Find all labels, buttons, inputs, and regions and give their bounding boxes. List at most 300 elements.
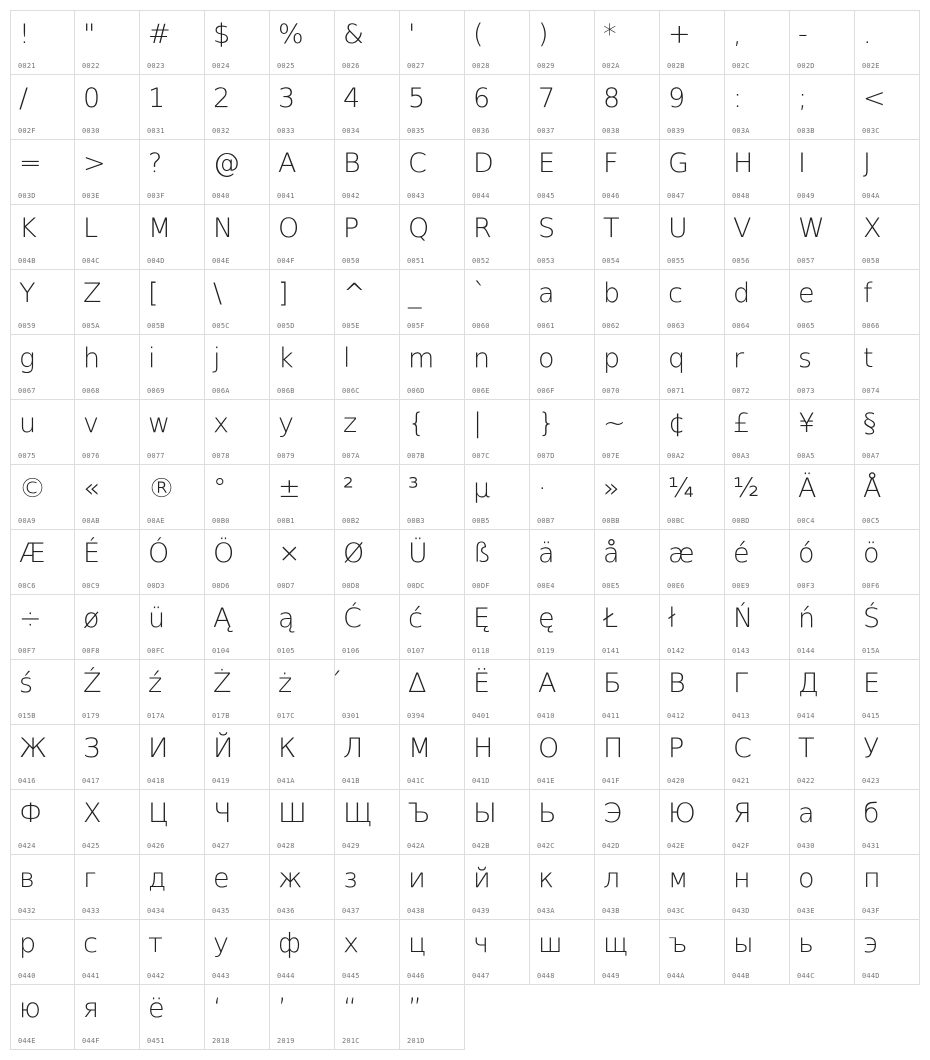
glyph-cell bbox=[140, 790, 205, 855]
glyph-codepoint: 0301 bbox=[342, 712, 360, 720]
glyph-char: х bbox=[343, 928, 359, 959]
glyph-cell bbox=[595, 855, 660, 920]
glyph-cell bbox=[140, 270, 205, 335]
glyph-char: “ bbox=[343, 993, 357, 1024]
glyph-cell bbox=[75, 985, 140, 1050]
glyph-codepoint: 003F bbox=[147, 192, 165, 200]
glyph-codepoint: 0057 bbox=[797, 257, 815, 265]
glyph-codepoint: 00DF bbox=[472, 582, 490, 590]
glyph-char: 8 bbox=[603, 83, 621, 114]
glyph-cell bbox=[465, 400, 530, 465]
glyph-cell bbox=[660, 595, 725, 660]
glyph-char: ¥ bbox=[798, 408, 816, 439]
glyph-codepoint: 0420 bbox=[667, 777, 685, 785]
glyph-codepoint: 0040 bbox=[212, 192, 230, 200]
glyph-char: Е bbox=[863, 668, 881, 699]
glyph-cell bbox=[75, 465, 140, 530]
glyph-char: 3 bbox=[278, 83, 296, 114]
glyph-char: C bbox=[408, 148, 427, 179]
glyph-cell bbox=[725, 75, 790, 140]
glyph-char: > bbox=[83, 148, 106, 179]
glyph-char: ± bbox=[278, 473, 301, 504]
glyph-char: A bbox=[278, 148, 297, 179]
glyph-codepoint: 005A bbox=[82, 322, 100, 330]
glyph-cell bbox=[530, 75, 595, 140]
glyph-codepoint: 00E4 bbox=[537, 582, 555, 590]
glyph-cell bbox=[660, 790, 725, 855]
glyph-codepoint: 0056 bbox=[732, 257, 750, 265]
glyph-char: @ bbox=[213, 148, 240, 179]
glyph-cell bbox=[465, 205, 530, 270]
glyph-cell bbox=[790, 140, 855, 205]
glyph-char: ö bbox=[863, 538, 880, 569]
glyph-codepoint: 004A bbox=[862, 192, 880, 200]
glyph-cell bbox=[725, 205, 790, 270]
glyph-codepoint: 201C bbox=[342, 1037, 360, 1045]
glyph-char: ъ bbox=[668, 928, 688, 959]
glyph-cell bbox=[205, 465, 270, 530]
glyph-cell bbox=[400, 855, 465, 920]
glyph-char: * bbox=[603, 19, 617, 50]
glyph-char: ё bbox=[148, 993, 165, 1024]
glyph-char: b bbox=[603, 278, 621, 309]
glyph-codepoint: 0444 bbox=[277, 972, 295, 980]
glyph-codepoint: 00A5 bbox=[797, 452, 815, 460]
glyph-codepoint: 004D bbox=[147, 257, 165, 265]
glyph-cell bbox=[530, 335, 595, 400]
glyph-char: ( bbox=[473, 19, 484, 50]
glyph-codepoint: 00B0 bbox=[212, 517, 230, 525]
glyph-codepoint: 0041 bbox=[277, 192, 295, 200]
glyph-char: < bbox=[863, 83, 886, 114]
glyph-codepoint: 2018 bbox=[212, 1037, 230, 1045]
glyph-codepoint: 00B2 bbox=[342, 517, 360, 525]
glyph-cell bbox=[400, 465, 465, 530]
glyph-codepoint: 0078 bbox=[212, 452, 230, 460]
glyph-codepoint: 0070 bbox=[602, 387, 620, 395]
glyph-cell bbox=[595, 530, 660, 595]
glyph-char: F bbox=[603, 148, 619, 179]
glyph-char: т bbox=[148, 928, 163, 959]
glyph-char: М bbox=[408, 733, 432, 764]
glyph-codepoint: 0144 bbox=[797, 647, 815, 655]
glyph-codepoint: 0411 bbox=[602, 712, 620, 720]
glyph-codepoint: 0060 bbox=[472, 322, 490, 330]
glyph-codepoint: 0035 bbox=[407, 127, 425, 135]
glyph-char: - bbox=[798, 19, 808, 50]
glyph-codepoint: 0039 bbox=[667, 127, 685, 135]
glyph-codepoint: 0413 bbox=[732, 712, 750, 720]
glyph-cell bbox=[10, 465, 75, 530]
glyph-codepoint: 043C bbox=[667, 907, 685, 915]
glyph-cell bbox=[725, 140, 790, 205]
glyph-cell bbox=[75, 855, 140, 920]
glyph-codepoint: 0105 bbox=[277, 647, 295, 655]
glyph-char: é bbox=[733, 538, 750, 569]
glyph-codepoint: 0424 bbox=[18, 842, 36, 850]
glyph-codepoint: 003B bbox=[797, 127, 815, 135]
glyph-char: Ę bbox=[473, 603, 491, 634]
glyph-codepoint: 044F bbox=[82, 1037, 100, 1045]
glyph-char: 2 bbox=[213, 83, 231, 114]
glyph-cell bbox=[205, 920, 270, 985]
glyph-cell bbox=[465, 855, 530, 920]
glyph-char: ³ bbox=[408, 473, 419, 504]
glyph-cell bbox=[465, 335, 530, 400]
glyph-char: d bbox=[733, 278, 751, 309]
glyph-cell bbox=[400, 205, 465, 270]
glyph-cell bbox=[400, 660, 465, 725]
glyph-cell bbox=[400, 595, 465, 660]
glyph-codepoint: 00A9 bbox=[18, 517, 36, 525]
glyph-codepoint: 0443 bbox=[212, 972, 230, 980]
glyph-char: Л bbox=[343, 733, 364, 764]
glyph-char: å bbox=[603, 538, 620, 569]
glyph-char: ж bbox=[278, 863, 303, 894]
glyph-codepoint: 004C bbox=[82, 257, 100, 265]
glyph-codepoint: 007A bbox=[342, 452, 360, 460]
glyph-codepoint: 0034 bbox=[342, 127, 360, 135]
glyph-cell bbox=[660, 75, 725, 140]
glyph-char: Z bbox=[83, 278, 102, 309]
glyph-cell bbox=[855, 530, 920, 595]
glyph-codepoint: 044D bbox=[862, 972, 880, 980]
glyph-cell bbox=[790, 660, 855, 725]
glyph-char: Δ bbox=[408, 668, 427, 699]
glyph-cell bbox=[530, 10, 595, 75]
glyph-char: Т bbox=[798, 733, 815, 764]
glyph-char: Ё bbox=[473, 668, 491, 699]
glyph-cell bbox=[855, 335, 920, 400]
glyph-codepoint: 0044 bbox=[472, 192, 490, 200]
glyph-char: Ö bbox=[213, 538, 235, 569]
glyph-cell bbox=[725, 725, 790, 790]
glyph-char: q bbox=[668, 343, 686, 374]
glyph-codepoint: 0141 bbox=[602, 647, 620, 655]
glyph-cell bbox=[140, 725, 205, 790]
glyph-codepoint: 043A bbox=[537, 907, 555, 915]
glyph-cell bbox=[10, 335, 75, 400]
glyph-codepoint: 0029 bbox=[537, 62, 555, 70]
glyph-char: $ bbox=[213, 19, 231, 50]
glyph-cell bbox=[530, 205, 595, 270]
glyph-char: Г bbox=[733, 668, 749, 699]
glyph-char: \ bbox=[213, 278, 223, 309]
glyph-codepoint: 0053 bbox=[537, 257, 555, 265]
glyph-codepoint: 0437 bbox=[342, 907, 360, 915]
glyph-char: Ъ bbox=[408, 798, 431, 829]
glyph-codepoint: 0447 bbox=[472, 972, 490, 980]
glyph-char: ś bbox=[19, 668, 34, 699]
glyph-char: Ø bbox=[343, 538, 365, 569]
glyph-cell bbox=[725, 270, 790, 335]
glyph-codepoint: 043B bbox=[602, 907, 620, 915]
glyph-codepoint: 0441 bbox=[82, 972, 100, 980]
glyph-cell bbox=[725, 530, 790, 595]
glyph-char: | bbox=[473, 408, 483, 439]
glyph-codepoint: 00C5 bbox=[862, 517, 880, 525]
glyph-cell bbox=[140, 660, 205, 725]
glyph-cell bbox=[400, 270, 465, 335]
glyph-codepoint: 0047 bbox=[667, 192, 685, 200]
glyph-cell bbox=[855, 790, 920, 855]
glyph-char: О bbox=[538, 733, 560, 764]
glyph-cell bbox=[790, 920, 855, 985]
glyph-char: е bbox=[213, 863, 230, 894]
glyph-cell bbox=[660, 660, 725, 725]
glyph-cell bbox=[75, 530, 140, 595]
glyph-cell bbox=[10, 75, 75, 140]
glyph-char: D bbox=[473, 148, 494, 179]
glyph-cell bbox=[10, 790, 75, 855]
glyph-char: к bbox=[538, 863, 555, 894]
glyph-char: н bbox=[733, 863, 751, 894]
glyph-cell bbox=[270, 595, 335, 660]
glyph-codepoint: 015A bbox=[862, 647, 880, 655]
glyph-char: × bbox=[278, 538, 301, 569]
glyph-codepoint: 041A bbox=[277, 777, 295, 785]
glyph-char: щ bbox=[603, 928, 629, 959]
glyph-char: У bbox=[863, 733, 880, 764]
glyph-cell bbox=[75, 660, 140, 725]
glyph-cell bbox=[530, 400, 595, 465]
glyph-codepoint: 00F3 bbox=[797, 582, 815, 590]
glyph-cell bbox=[205, 790, 270, 855]
glyph-char: ) bbox=[538, 19, 549, 50]
glyph-cell bbox=[790, 725, 855, 790]
glyph-char: 6 bbox=[473, 83, 491, 114]
glyph-cell bbox=[205, 985, 270, 1050]
glyph-cell bbox=[725, 335, 790, 400]
glyph-cell bbox=[530, 920, 595, 985]
glyph-codepoint: 0415 bbox=[862, 712, 880, 720]
glyph-codepoint: 0046 bbox=[602, 192, 620, 200]
glyph-char: # bbox=[148, 19, 171, 50]
glyph-codepoint: 00B7 bbox=[537, 517, 555, 525]
glyph-char: ½ bbox=[733, 473, 760, 504]
glyph-cell bbox=[790, 270, 855, 335]
glyph-codepoint: 0434 bbox=[147, 907, 165, 915]
glyph-cell bbox=[335, 790, 400, 855]
glyph-codepoint: 0042 bbox=[342, 192, 360, 200]
glyph-codepoint: 0043 bbox=[407, 192, 425, 200]
glyph-char: ^ bbox=[343, 278, 366, 309]
glyph-cell bbox=[10, 140, 75, 205]
glyph-cell bbox=[790, 75, 855, 140]
glyph-codepoint: 006C bbox=[342, 387, 360, 395]
glyph-char: Й bbox=[213, 733, 234, 764]
glyph-char: Ą bbox=[213, 603, 232, 634]
glyph-char: n bbox=[473, 343, 491, 374]
glyph-codepoint: 007E bbox=[602, 452, 620, 460]
glyph-cell bbox=[75, 920, 140, 985]
glyph-codepoint: 002E bbox=[862, 62, 880, 70]
glyph-codepoint: 0059 bbox=[18, 322, 36, 330]
glyph-char: ® bbox=[148, 473, 175, 504]
glyph-char: § bbox=[863, 408, 877, 439]
glyph-codepoint: 015B bbox=[18, 712, 36, 720]
glyph-cell bbox=[725, 595, 790, 660]
glyph-cell bbox=[400, 400, 465, 465]
glyph-codepoint: 00FC bbox=[147, 647, 165, 655]
glyph-codepoint: 0033 bbox=[277, 127, 295, 135]
glyph-char: M bbox=[148, 213, 172, 244]
glyph-cell bbox=[270, 855, 335, 920]
glyph-char: ² bbox=[343, 473, 354, 504]
glyph-char: ß bbox=[473, 538, 492, 569]
glyph-cell bbox=[595, 660, 660, 725]
glyph-codepoint: 044A bbox=[667, 972, 685, 980]
glyph-char: u bbox=[19, 408, 37, 439]
glyph-char: ź bbox=[148, 668, 163, 699]
glyph-codepoint: 0073 bbox=[797, 387, 815, 395]
glyph-char: Ż bbox=[213, 668, 232, 699]
glyph-cell bbox=[660, 920, 725, 985]
glyph-cell bbox=[270, 465, 335, 530]
glyph-cell bbox=[725, 855, 790, 920]
glyph-cell bbox=[140, 205, 205, 270]
glyph-cell bbox=[140, 855, 205, 920]
glyph-cell bbox=[465, 10, 530, 75]
glyph-char: J bbox=[863, 148, 871, 179]
glyph-char: ’ bbox=[278, 993, 287, 1024]
glyph-char: К bbox=[278, 733, 297, 764]
glyph-cell bbox=[400, 335, 465, 400]
glyph-cell bbox=[725, 920, 790, 985]
glyph-cell bbox=[660, 465, 725, 530]
glyph-cell bbox=[530, 530, 595, 595]
glyph-codepoint: 0061 bbox=[537, 322, 555, 330]
glyph-codepoint: 00BD bbox=[732, 517, 750, 525]
glyph-codepoint: 0421 bbox=[732, 777, 750, 785]
glyph-codepoint: 0449 bbox=[602, 972, 620, 980]
glyph-cell bbox=[465, 660, 530, 725]
glyph-codepoint: 002C bbox=[732, 62, 750, 70]
glyph-char: B bbox=[343, 148, 361, 179]
glyph-cell bbox=[140, 530, 205, 595]
glyph-cell bbox=[400, 790, 465, 855]
glyph-cell bbox=[855, 725, 920, 790]
glyph-char: T bbox=[603, 213, 620, 244]
glyph-codepoint: 006E bbox=[472, 387, 490, 395]
glyph-cell bbox=[595, 790, 660, 855]
glyph-cell bbox=[595, 400, 660, 465]
glyph-cell bbox=[595, 270, 660, 335]
glyph-cell bbox=[10, 660, 75, 725]
glyph-char: ń bbox=[798, 603, 816, 634]
glyph-codepoint: 017B bbox=[212, 712, 230, 720]
glyph-char: " bbox=[83, 19, 96, 50]
glyph-char: x bbox=[213, 408, 229, 439]
glyph-char: N bbox=[213, 213, 234, 244]
glyph-cell bbox=[10, 530, 75, 595]
glyph-codepoint: 0440 bbox=[18, 972, 36, 980]
glyph-cell bbox=[790, 855, 855, 920]
glyph-codepoint: 0069 bbox=[147, 387, 165, 395]
glyph-codepoint: 0052 bbox=[472, 257, 490, 265]
glyph-cell bbox=[595, 205, 660, 270]
glyph-char: ш bbox=[538, 928, 563, 959]
glyph-cell bbox=[855, 595, 920, 660]
glyph-cell bbox=[270, 140, 335, 205]
glyph-codepoint: 00BC bbox=[667, 517, 685, 525]
glyph-char: ę bbox=[538, 603, 555, 634]
glyph-cell bbox=[140, 595, 205, 660]
glyph-char: з bbox=[343, 863, 358, 894]
glyph-codepoint: 002F bbox=[18, 127, 36, 135]
glyph-char: G bbox=[668, 148, 689, 179]
glyph-cell bbox=[400, 10, 465, 75]
glyph-codepoint: 042C bbox=[537, 842, 555, 850]
glyph-codepoint: 0024 bbox=[212, 62, 230, 70]
glyph-cell bbox=[465, 75, 530, 140]
glyph-codepoint: 0049 bbox=[797, 192, 815, 200]
glyph-char: : bbox=[733, 83, 743, 114]
glyph-codepoint: 042D bbox=[602, 842, 620, 850]
glyph-cell bbox=[10, 725, 75, 790]
glyph-char: Ч bbox=[213, 798, 232, 829]
glyph-codepoint: 041D bbox=[472, 777, 490, 785]
glyph-cell bbox=[335, 400, 400, 465]
glyph-codepoint: 0077 bbox=[147, 452, 165, 460]
glyph-char: С bbox=[733, 733, 752, 764]
glyph-codepoint: 004E bbox=[212, 257, 230, 265]
glyph-char: t bbox=[863, 343, 874, 374]
glyph-cell bbox=[790, 335, 855, 400]
glyph-codepoint: 00B5 bbox=[472, 517, 490, 525]
glyph-codepoint: 0418 bbox=[147, 777, 165, 785]
glyph-codepoint: 0066 bbox=[862, 322, 880, 330]
glyph-char: 5 bbox=[408, 83, 426, 114]
glyph-char: Ж bbox=[19, 733, 48, 764]
glyph-codepoint: 0104 bbox=[212, 647, 230, 655]
glyph-codepoint: 043F bbox=[862, 907, 880, 915]
glyph-codepoint: 0425 bbox=[82, 842, 100, 850]
glyph-char: [ bbox=[148, 278, 159, 309]
glyph-char: Y bbox=[19, 278, 36, 309]
glyph-char: Æ bbox=[19, 538, 46, 569]
glyph-cell bbox=[790, 10, 855, 75]
glyph-codepoint: 0063 bbox=[667, 322, 685, 330]
glyph-cell bbox=[270, 270, 335, 335]
glyph-char: Ć bbox=[343, 603, 362, 634]
glyph-char: ] bbox=[278, 278, 289, 309]
glyph-char: ; bbox=[798, 83, 808, 114]
glyph-char: ¢ bbox=[668, 408, 686, 439]
glyph-char: ł bbox=[668, 603, 676, 634]
glyph-char: £ bbox=[733, 408, 751, 439]
glyph-char: ч bbox=[473, 928, 489, 959]
glyph-codepoint: 0025 bbox=[277, 62, 295, 70]
glyph-char: f bbox=[863, 278, 873, 309]
glyph-char: о bbox=[798, 863, 815, 894]
glyph-char: L bbox=[83, 213, 99, 244]
glyph-char: Ś bbox=[863, 603, 881, 634]
glyph-char: P bbox=[343, 213, 360, 244]
glyph-codepoint: 0431 bbox=[862, 842, 880, 850]
glyph-codepoint: 003C bbox=[862, 127, 880, 135]
glyph-cell bbox=[660, 725, 725, 790]
glyph-codepoint: 044E bbox=[18, 1037, 36, 1045]
glyph-cell bbox=[400, 920, 465, 985]
glyph-cell bbox=[270, 530, 335, 595]
glyph-cell bbox=[335, 595, 400, 660]
glyph-codepoint: 0410 bbox=[537, 712, 555, 720]
glyph-char: э bbox=[863, 928, 878, 959]
glyph-cell bbox=[530, 595, 595, 660]
glyph-codepoint: 0445 bbox=[342, 972, 360, 980]
glyph-char: w bbox=[148, 408, 171, 439]
